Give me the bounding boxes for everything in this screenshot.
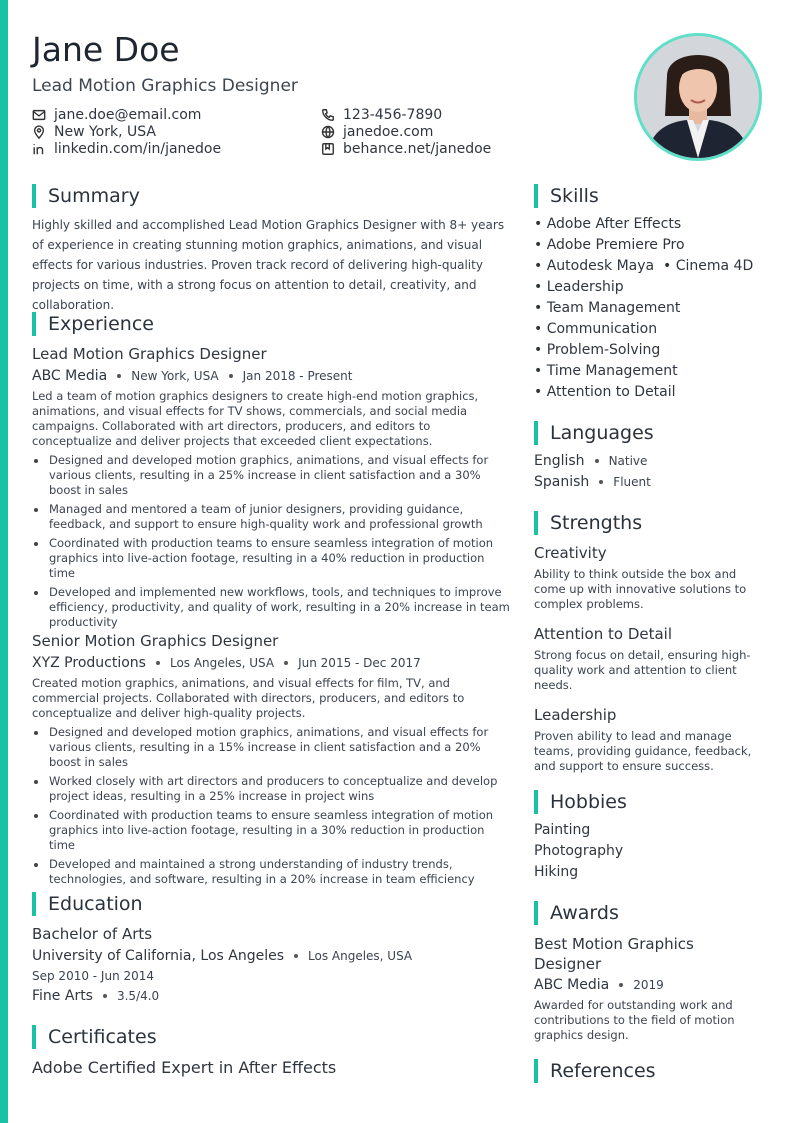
globe-icon <box>321 125 335 139</box>
list-item: Managed and mentored a team of junior designers, providing guidance, feedback, and support to ensure high-quality work and professional growth <box>32 502 514 532</box>
strength-text: Proven ability to lead and manage teams, providing guidance, feedback, and support to ensure success. <box>534 729 752 773</box>
skill-item: • Time Management <box>534 363 678 379</box>
strength-title: Attention to Detail <box>534 625 673 643</box>
experience-heading: Experience <box>32 312 154 336</box>
contact-behance[interactable] <box>321 141 491 157</box>
skill-item: • Adobe Premiere Pro <box>534 237 685 253</box>
strength-title: Leadership <box>534 706 617 724</box>
skill-item: • Attention to Detail <box>534 384 676 400</box>
award-org-line <box>534 977 664 993</box>
gpa: 3.5/4.0 <box>116 989 160 1003</box>
job-title: Senior Motion Graphics Designer <box>32 632 279 650</box>
job-dates: Jun 2015 - Dec 2017 <box>298 656 421 670</box>
email-text: jane.doe@email.com <box>54 107 202 123</box>
summary-heading: Summary <box>32 184 140 208</box>
summary-text: Highly skilled and accomplished Lead Motion Graphics Designer with 8+ years of experience in creating stunning motion graphics, animations, and visual effects for various industries. Proven track record of delivering high-quality projects on time, with a strong focus on attention to detail, creativity, and collaboration. <box>32 218 505 312</box>
job-title: Lead Motion Graphics Designer <box>32 345 267 363</box>
school-line <box>32 948 412 964</box>
job-location: New York, USA <box>131 369 219 383</box>
strengths-heading: Strengths <box>534 511 642 535</box>
list-item: Developed and maintained a strong understanding of industry trends, technologies, and software, resulting in a 20% increase in team efficiency <box>32 857 514 887</box>
linkedin-text: linkedin.com/in/janedoe <box>54 141 222 157</box>
phone-icon <box>321 108 335 122</box>
contact-website[interactable] <box>321 124 433 140</box>
list-item: Coordinated with production teams to ensure seamless integration of motion graphics into live-action footage, resulting in a 40% reduction in production time <box>32 536 514 581</box>
hobby-item: Painting <box>534 822 591 838</box>
map-pin-icon <box>32 125 46 139</box>
skill-item: • Team Management <box>534 300 681 316</box>
contact-phone[interactable] <box>321 107 442 123</box>
list-item: Coordinated with production teams to ensure seamless integration of motion graphics into live-action footage, resulting in a 30% reduction in production time <box>32 808 514 853</box>
job-company-line <box>32 368 352 384</box>
list-item: Developed and implemented new workflows, tools, and techniques to improve efficiency, productivity, and quality of work, resulting in a 20% increase in team productivity <box>32 585 514 630</box>
list-item: Worked closely with art directors and producers to conceptualize and develop project ideas, resulting in a 25% increase in project wins <box>32 774 514 804</box>
school-name: University of California, Los Angeles <box>32 948 285 964</box>
candidate-name: Jane Doe <box>32 30 180 69</box>
linkedin-icon <box>32 142 46 156</box>
contact-email[interactable] <box>32 107 201 123</box>
hobbies-heading: Hobbies <box>534 790 627 814</box>
mail-icon <box>32 108 46 122</box>
profile-photo <box>634 33 762 161</box>
behance-text: behance.net/janedoe <box>343 141 492 157</box>
bookmark-icon <box>321 142 335 156</box>
skill-item: • Adobe After Effects <box>534 216 682 232</box>
language-item: Spanish Fluent <box>534 474 651 490</box>
education-heading: Education <box>32 892 143 916</box>
degree: Bachelor of Arts <box>32 925 153 943</box>
job-bullets <box>32 725 514 891</box>
language-item: English Native <box>534 453 648 469</box>
strength-text: Ability to think outside the box and come up with innovative solutions to complex problems. <box>534 567 747 611</box>
award-title: Best Motion Graphics Designer <box>534 935 694 973</box>
strength-title: Creativity <box>534 544 607 562</box>
job-location: Los Angeles, USA <box>169 656 275 670</box>
school-location: Los Angeles, USA <box>308 949 413 963</box>
list-item: Designed and developed motion graphics, animations, and visual effects for various clients, resulting in a 15% increase in client satisfaction and a 20% boost in sales <box>32 725 514 770</box>
candidate-title: Lead Motion Graphics Designer <box>32 76 298 96</box>
field-of-study: Fine Arts <box>32 988 93 1004</box>
education-dates: Sep 2010 - Jun 2014 <box>32 969 155 983</box>
contact-linkedin[interactable] <box>32 141 221 157</box>
list-item: Designed and developed motion graphics, animations, and visual effects for various clients, resulting in a 25% increase in client satisfaction and a 30% boost in sales <box>32 453 514 498</box>
award-org: ABC Media <box>534 977 610 993</box>
strength-text: Strong focus on detail, ensuring high-quality work and attention to client needs. <box>534 648 751 692</box>
skill-item: • Autodesk Maya • Cinema 4D <box>534 258 754 274</box>
job-dates: Jan 2018 - Present <box>242 369 353 383</box>
award-year: 2019 <box>633 978 664 992</box>
accent-bar <box>0 0 8 1123</box>
phone-text: 123-456-7890 <box>343 107 443 123</box>
location-text: New York, USA <box>54 124 156 140</box>
contact-location <box>32 124 156 140</box>
job-bullets <box>32 453 514 634</box>
languages-heading: Languages <box>534 421 654 445</box>
skill-item: • Communication <box>534 321 658 337</box>
hobby-item: Photography <box>534 843 624 859</box>
website-text: janedoe.com <box>343 124 434 140</box>
award-text: Awarded for outstanding work and contributions to the field of motion graphics design. <box>534 998 735 1042</box>
hobby-item: Hiking <box>534 864 579 880</box>
skill-item: • Leadership <box>534 279 624 295</box>
job-description: Created motion graphics, animations, and visual effects for film, TV, and commercial projects. Collaborated with directors, producers, and editors to conceptualize and deliver high-quality projects. <box>32 676 465 720</box>
field-line <box>32 988 159 1004</box>
references-heading: References <box>534 1059 656 1083</box>
skill-item: • Problem-Solving <box>534 342 661 358</box>
awards-heading: Awards <box>534 901 619 925</box>
company-name: ABC Media <box>32 368 108 384</box>
certificate-item: Adobe Certified Expert in After Effects <box>32 1058 337 1077</box>
skills-heading: Skills <box>534 184 599 208</box>
job-description: Led a team of motion graphics designers to create high-end motion graphics, animations, and visual effects for TV shows, commercials, and social media campaigns. Collaborated with art directors, producers, and editors to conceptualize and deliver projects that exceeded client expectations. <box>32 389 479 448</box>
certificates-heading: Certificates <box>32 1025 157 1049</box>
job-company-line <box>32 655 421 671</box>
company-name: XYZ Productions <box>32 655 146 671</box>
